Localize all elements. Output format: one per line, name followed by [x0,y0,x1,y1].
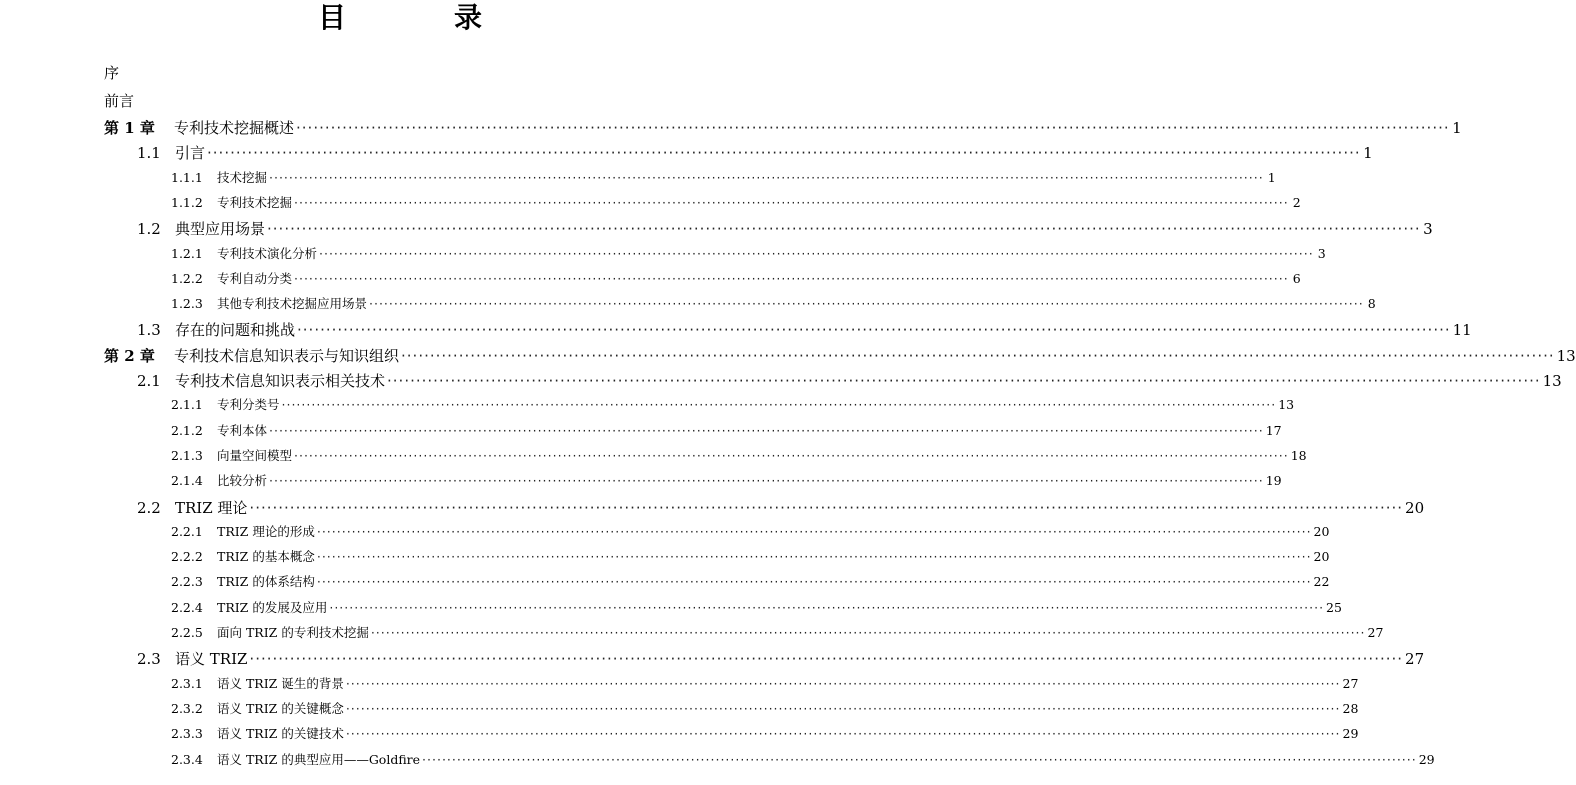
toc-entry-number: 第 1 章 [104,119,155,137]
dot-leader: ········································································································································································································ [316,523,1312,539]
toc-entry-page-number: 13 [1556,346,1576,365]
dot-leader: ········································································································································································································ [345,726,1341,742]
toc-entry-page-number: 18 [1290,447,1307,463]
toc-entry-title: 专利技术挖掘 [217,194,293,210]
dot-leader: ········································································································································································································ [329,599,1325,615]
toc-entry-page-number: 28 [1342,700,1359,716]
toc-entry-label [171,446,292,464]
toc-entry-page-number: 3 [1317,245,1326,261]
toc-entry-title: 专利自动分类 [217,270,293,286]
toc-entry-title: 其他专利技术挖掘应用场景 [217,296,368,312]
toc-entry-label [137,497,247,518]
toc-entry-label [171,269,292,287]
toc-entry-label [171,750,420,768]
toc-entry-page-number: 27 [1405,650,1425,669]
toc-entry-page-number: 1 [1363,144,1373,163]
toc-entry-level-3[interactable] [171,168,1276,186]
toc-entry-number: 2.2 [137,498,161,517]
toc-entry-level-2[interactable] [137,370,1562,391]
toc-entry-level-3[interactable] [171,724,1359,742]
dot-leader: ········································································································································································································ [401,346,1555,365]
toc-entry-title: 比较分析 [217,473,268,489]
toc-entry-label [171,421,267,439]
toc-entry-number: 2.3.1 [171,675,203,691]
toc-entry-number: 2.3 [137,650,161,669]
dot-leader: ········································································································································································································ [207,144,1361,163]
toc-entry-level-3[interactable] [171,446,1307,464]
toc-entry-label [137,648,247,669]
toc-entry-title: TRIZ 理论 [175,498,248,517]
dot-leader: ········································································································································································································ [294,194,1289,210]
dot-leader: ········································································································································································································ [369,296,1364,312]
toc-entry-level-3[interactable] [171,522,1330,540]
toc-entry-title: 语义 TRIZ 的典型应用——Goldfire [217,751,421,767]
toc-entry-page-number: 1 [1267,169,1276,185]
toc-entry-title: 引言 [175,144,206,163]
toc-entry-label [171,598,327,616]
toc-entry-level-3[interactable] [171,421,1282,439]
toc-entry-label [104,117,294,138]
toc-entry-page-number: 6 [1292,270,1301,286]
toc-entry-title: 专利技术演化分析 [217,245,318,261]
dot-leader: ········································································································································································································ [281,397,1277,413]
toc-entry-level-3[interactable] [171,547,1330,565]
dot-leader: ········································································································································································································ [316,549,1312,565]
dot-leader: ········································································································································································································ [422,751,1417,767]
toc-entry-label [171,395,280,413]
toc-entry-number: 第 2 章 [104,346,155,365]
toc-entry-title: 技术挖掘 [217,169,268,185]
toc-entry-number: 2.1 [137,372,161,390]
toc-entry-page-number: 27 [1342,675,1359,691]
toc-entry-number: 2.1.1 [171,397,203,413]
toc-entry-title: 专利分类号 [217,397,280,413]
toc-entry-title: 典型应用场景 [175,220,266,239]
toc-entry-number: 2.1.2 [171,422,203,438]
toc-entry-level-3[interactable] [171,623,1384,641]
dot-leader: ········································································································································································································ [387,372,1541,390]
toc-entry-title: 语义 TRIZ [175,650,248,669]
toc-entry-level-2[interactable] [137,218,1433,239]
toc-entry-level-2[interactable] [137,648,1425,669]
toc-entry-title: TRIZ 理论的形成 [217,523,315,539]
toc-entry-title: 专利本体 [217,422,268,438]
toc-entry-label [137,218,265,239]
toc-entry-label [171,522,315,540]
toc-entry-page-number: 13 [1278,397,1295,413]
toc-entry-label [137,370,385,391]
toc-entry-level-1[interactable] [104,117,1462,138]
toc-entry-label [137,319,295,340]
toc-entry-title: TRIZ 的体系结构 [217,574,315,590]
toc-entry-level-3[interactable] [171,750,1435,768]
page-title: 目 录 [317,1,522,34]
toc-entry-page-number: 29 [1342,726,1359,742]
toc-entry-number: 1.3 [137,321,161,340]
toc-entry-label [137,142,205,163]
toc-entry-number: 2.2.3 [171,574,203,590]
toc-entry-number: 2.2.2 [171,549,203,565]
dot-leader: ········································································································································································································ [269,473,1264,489]
dot-leader: ········································································································································································································ [249,498,1404,517]
toc-entry-number: 2.2.5 [171,625,203,640]
toc-entry-page-number: 22 [1313,574,1330,590]
toc-entry-title: 专利技术挖掘概述 [174,119,295,137]
toc-entry-number: 1.2.2 [171,270,203,286]
toc-entry-title: TRIZ 的基本概念 [217,549,315,565]
toc-entry-page-number: 13 [1542,372,1562,390]
toc-entry-title: 面向 TRIZ 的专利技术挖掘 [217,625,369,640]
toc-entry-level-2[interactable] [137,319,1472,340]
toc-entry-number: 1.2 [137,220,161,239]
toc-entry-title: 语义 TRIZ 的关键概念 [217,700,344,716]
toc-entry-level-2[interactable] [137,497,1425,518]
toc-entry-page-number: 19 [1265,473,1282,489]
toc-entry-title: 向量空间模型 [217,447,293,463]
toc-entry-page-number: 20 [1405,498,1425,517]
toc-entry-level-3[interactable] [171,193,1301,211]
toc-entry-page-number: 29 [1418,751,1435,767]
toc-entry-number: 1.1.1 [171,169,203,185]
toc-entry-label [171,547,315,565]
toc-entry-title: TRIZ 的发展及应用 [217,599,328,615]
toc-entry-number: 2.1.4 [171,473,203,489]
toc-entry-label [171,623,369,641]
toc-entry-level-1[interactable] [104,345,1576,366]
toc-entry-level-3[interactable] [171,244,1326,262]
toc-entry-label [171,294,367,312]
toc-entry-number: 2.3.4 [171,751,203,767]
toc-entry-label [171,674,344,692]
dot-leader: ········································································································································································································ [296,119,1450,137]
dot-leader: ········································································································································································································ [345,700,1341,716]
toc-entry-page-number: 2 [1292,194,1301,210]
dot-leader: ········································································································································································································ [249,650,1404,669]
dot-leader: ········································································································································································································ [294,447,1289,463]
dot-leader: ········································································································································································································ [294,270,1289,286]
dot-leader: ········································································································································································································ [269,422,1264,438]
toc-entry-page-number: 27 [1367,625,1384,640]
front-matter-entry[interactable]: 序 [104,64,120,82]
toc-entry-number: 2.2.4 [171,599,203,615]
toc-entry-level-3[interactable] [171,471,1282,489]
dot-leader: ········································································································································································································ [297,321,1451,340]
toc-entry-page-number: 20 [1313,549,1330,565]
dot-leader: ········································································································································································································ [267,220,1421,239]
toc-entry-label [171,471,267,489]
toc-entry-label [171,168,267,186]
toc-entry-level-3[interactable] [171,395,1295,413]
dot-leader: ········································································································································································································ [345,675,1341,691]
toc-entry-label [171,193,292,211]
toc-entry-label [171,724,344,742]
toc-entry-level-3[interactable] [171,294,1376,312]
toc-entry-label [104,345,399,366]
toc-entry-title: 专利技术信息知识表示相关技术 [175,372,386,390]
toc-entry-title: 语义 TRIZ 的关键技术 [217,726,344,742]
toc-entry-number: 1.1 [137,144,161,163]
toc-entry-level-2[interactable] [137,142,1373,163]
toc-entry-level-3[interactable] [171,598,1342,616]
toc-entry-label [171,699,344,717]
toc-entry-page-number: 1 [1452,119,1462,137]
toc-entry-page-number: 25 [1326,599,1342,615]
toc-entry-level-3[interactable] [171,572,1330,590]
toc-entry-title: 存在的问题和挑战 [175,321,296,340]
dot-leader: ········································································································································································································ [269,169,1264,185]
toc-entry-page-number: 8 [1367,296,1376,312]
front-matter-entry[interactable]: 前言 [104,92,135,110]
toc-entry-number: 1.2.1 [171,245,203,261]
dot-leader: ········································································································································································································ [319,245,1314,261]
toc-entry-label [171,244,317,262]
toc-entry-label [171,572,315,590]
toc-entry-page-number: 17 [1265,422,1282,438]
toc-entry-number: 1.1.2 [171,194,203,210]
toc-entry-number: 2.3.2 [171,700,203,716]
toc-entry-number: 2.1.3 [171,447,203,463]
toc-entry-title: 语义 TRIZ 诞生的背景 [217,675,344,691]
dot-leader: ········································································································································································································ [316,574,1312,590]
toc-entry-number: 2.2.1 [171,523,203,539]
toc-entry-level-3[interactable] [171,674,1359,692]
toc-entry-number: 2.3.3 [171,726,203,742]
toc-entry-page-number: 3 [1423,220,1433,239]
toc-entry-level-3[interactable] [171,269,1301,287]
toc-entry-level-3[interactable] [171,699,1359,717]
toc-entry-title: 专利技术信息知识表示与知识组织 [174,346,400,365]
toc-entry-page-number: 11 [1452,321,1472,340]
toc-entry-number: 1.2.3 [171,296,203,312]
dot-leader: ········································································································································································································ [370,625,1366,640]
toc-entry-page-number: 20 [1313,523,1330,539]
